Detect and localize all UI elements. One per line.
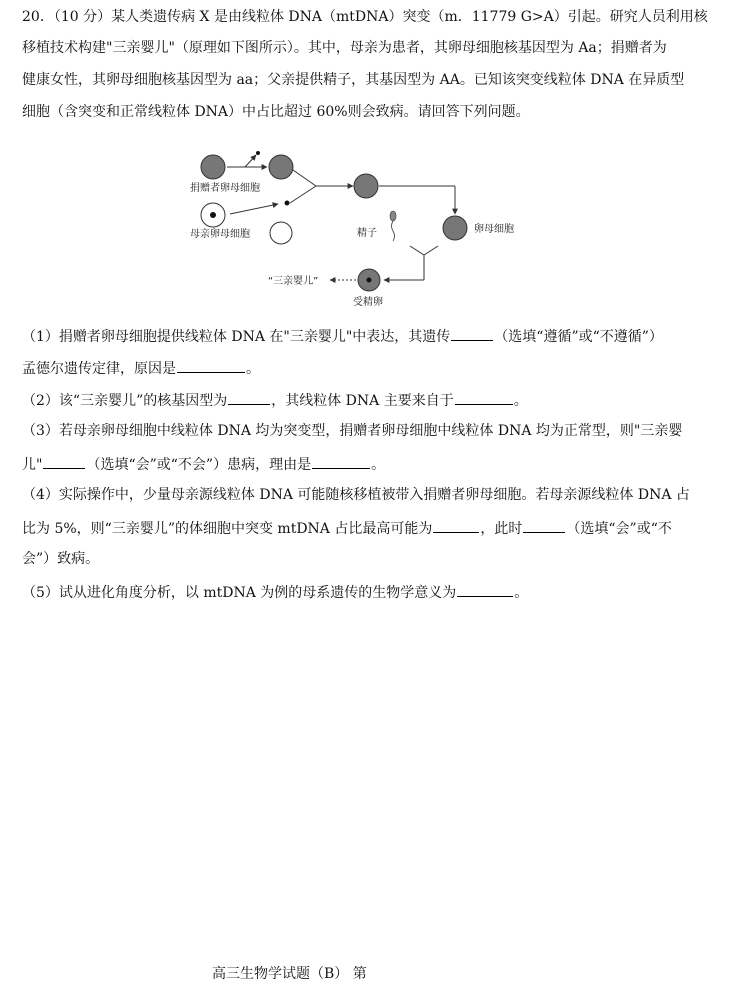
zygote-label: 受精卵 [353,297,383,308]
merge-line-upper [293,170,316,186]
zygote-nucleus [367,278,372,283]
q2-answer-blank-1[interactable] [228,390,270,405]
q3-answer-blank-1[interactable] [43,454,85,469]
subquestion-3-line-1 [22,422,727,440]
removed-donor-nucleus [256,151,260,155]
subquestion-5 [22,582,727,602]
q5-text-b: 。 [514,585,529,601]
reconstructed-egg [354,174,378,198]
sperm-head [390,211,396,221]
sperm-join-line [410,246,424,255]
q5-text-a: （5）试从进化角度分析，以 mtDNA 为例的母系遗传的生物学意义为 [22,585,457,601]
subquestion-4-line-1 [22,486,727,504]
q4-text-b: 比为 5%，则“三亲婴儿”的体细胞中突变 mtDNA 占比最高可能为 [22,521,433,537]
q2-text-b: ，其线粒体 DNA 主要来自于 [271,393,454,409]
q4-answer-blank-1[interactable] [433,518,479,533]
q4-text-e: 会”）致病。 [22,551,100,567]
q1-text-d: 。 [246,361,260,377]
q4-text-a: （4）实际操作中，少量母亲源线粒体 DNA 可能随核移植被带入捐赠者卵母细胞。若母亲源线粒体 DNA 占 [22,487,690,503]
subquestion-2 [22,390,727,410]
donor-nucleus-removal-arrow [245,155,256,167]
q1-text-b: （选填“遵循”或“不遵循”） [494,329,663,345]
mother-nucleus-transfer-arrow [230,204,278,214]
enucleated-donor-egg [269,155,293,179]
q1-answer-blank-2[interactable] [177,358,245,373]
q5-answer-blank[interactable] [457,582,513,597]
subquestion-4-line-2 [22,518,727,538]
subquestion-1-line-1 [22,326,727,346]
q1-text-c: 孟德尔遗传定律，原因是 [22,361,176,377]
merge-line-lower [290,186,316,203]
question-line-1: 20．（10 分）某人类遗传病 X 是由线粒体 DNA（mtDNA）突变（m．11779 G>A）引起。研究人员利用核 [22,9,708,25]
question-line-2: 移植技术构建"三亲婴儿"（原理如下图所示）。其中，母亲为患者，其卵母细胞核基因型为 Aa；捐赠者为 [22,40,667,56]
sperm-label: 精子 [357,228,377,239]
subquestion-4-line-3 [22,550,727,568]
q1-answer-blank-1[interactable] [451,326,493,341]
q2-text-a: （2）该“三亲婴儿”的核基因型为 [22,393,228,409]
question-line-4: 细胞（含突变和正常线粒体 DNA）中占比超过 60%则会致病。请回答下列问题。 [22,104,530,120]
page-footer: 高三生物学试题（B） 第 [212,966,367,982]
q2-text-c: 。 [513,393,528,409]
q3-answer-blank-2[interactable] [312,454,370,469]
sperm-tail [392,221,395,241]
oocyte-join-line [424,246,438,255]
q3-text-c: （选填“会”或“不会”）患病，理由是 [86,457,312,473]
q2-answer-blank-2[interactable] [455,390,513,405]
nuclear-transfer-diagram [180,142,540,314]
transferred-nucleus [285,201,290,206]
question-line-3: 健康女性，其卵母细胞核基因型为 aa；父亲提供精子，其基因型为 AA。已知该突变线粒体 DNA 在异质型 [22,72,685,88]
mother-egg-nucleus [210,212,216,218]
q3-text-a: （3）若母亲卵母细胞中线粒体 DNA 均为突变型，捐赠者卵母细胞中线粒体 DNA 均为正常型，则"三亲婴 [22,423,683,439]
q3-text-b: 儿" [22,457,43,473]
oocyte-label: 卵母细胞 [474,224,514,235]
donor-egg-label: 捐赠者卵母细胞 [190,183,260,194]
q4-text-c: ，此时 [480,521,523,537]
q3-text-d: 。 [371,457,386,473]
subquestion-3-line-2 [22,454,727,474]
mother-egg-remainder [270,222,292,244]
mature-oocyte [443,216,467,240]
q1-text-a: （1）捐赠者卵母细胞提供线粒体 DNA 在"三亲婴儿"中表达，其遗传 [22,329,451,345]
donor-egg-cell [201,155,225,179]
q4-text-d: （选填“会”或“不 [566,521,672,537]
q4-answer-blank-2[interactable] [523,518,565,533]
three-parent-baby-label: “三亲婴儿” [268,276,319,287]
mother-egg-label: 母亲卵母细胞 [190,229,250,240]
subquestion-1-line-2 [22,358,727,378]
